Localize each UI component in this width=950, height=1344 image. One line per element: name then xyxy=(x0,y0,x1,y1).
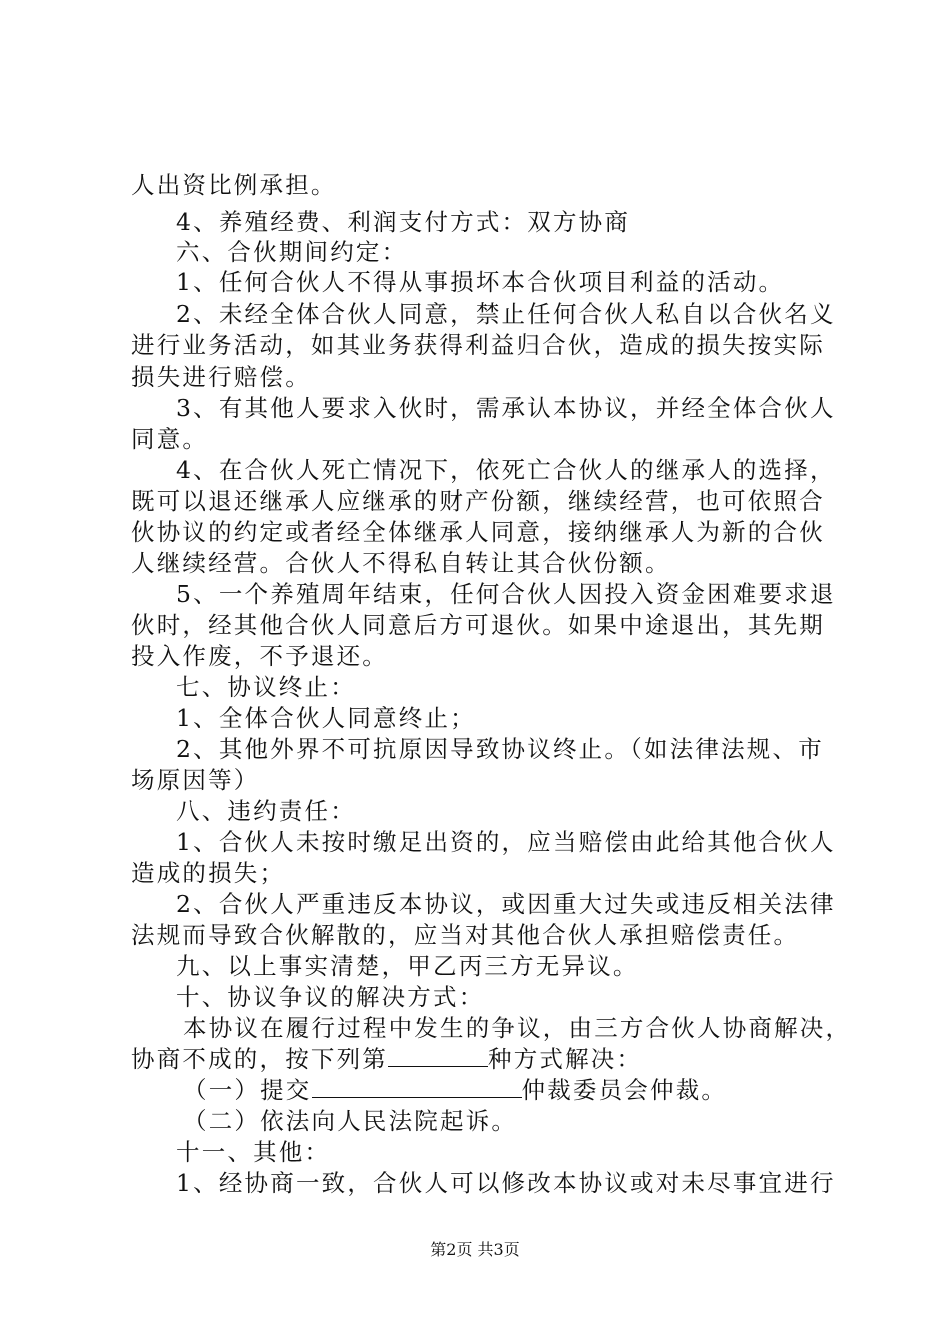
text-line-with-blank xyxy=(131,1043,642,1075)
text-line: 进行业务活动，如其业务获得利益归合伙，造成的损失按实际 xyxy=(131,331,825,359)
text-line: 人继续经营。合伙人不得私自转让其合伙份额。 xyxy=(131,549,671,577)
section-heading: 七、协议终止： xyxy=(176,673,356,701)
text-line: 5、一个养殖周年结束，任何合伙人因投入资金困难要求退 xyxy=(176,580,836,608)
text-line: 4、养殖经费、利润支付方式：双方协商 xyxy=(176,208,631,236)
text-segment: 协商不成的，按下列第 xyxy=(131,1045,388,1073)
text-line: 损失进行赔偿。 xyxy=(131,363,311,391)
section-heading: 十、协议争议的解决方式： xyxy=(176,983,485,1011)
text-line: 1、经协商一致，合伙人可以修改本协议或对未尽事宜进行 xyxy=(176,1169,836,1197)
text-segment: （一）提交 xyxy=(183,1076,312,1104)
text-line: 1、合伙人未按时缴足出资的，应当赔偿由此给其他合伙人 xyxy=(176,828,836,856)
text-line: （二）依法向人民法院起诉。 xyxy=(183,1107,518,1135)
text-line: 法规而导致合伙解散的，应当对其他合伙人承担赔偿责任。 xyxy=(131,921,800,949)
text-line-with-blank xyxy=(183,1074,727,1106)
text-line: 造成的损失； xyxy=(131,859,286,887)
text-line: 伙协议的约定或者经全体继承人同意，接纳继承人为新的合伙 xyxy=(131,518,825,546)
section-heading: 九、以上事实清楚，甲乙丙三方无异议。 xyxy=(176,952,639,980)
text-line: 人出资比例承担。 xyxy=(131,171,337,199)
text-line: 2、其他外界不可抗原因导致协议终止。（如法律法规、市 xyxy=(176,735,824,763)
section-heading: 八、违约责任： xyxy=(176,797,356,825)
text-line: 1、任何合伙人不得从事损坏本合伙项目利益的活动。 xyxy=(176,268,785,296)
section-heading: 六、合伙期间约定： xyxy=(176,238,408,266)
text-line: 3、有其他人要求入伙时，需承认本协议，并经全体合伙人 xyxy=(176,394,836,422)
text-segment: 仲裁委员会仲裁。 xyxy=(521,1076,728,1104)
text-line: 2、未经全体合伙人同意，禁止任何合伙人私自以合伙名义 xyxy=(176,300,836,328)
text-line: 同意。 xyxy=(131,425,209,453)
section-heading: 十一、其他： xyxy=(176,1138,331,1166)
text-line: 本协议在履行过程中发生的争议，由三方合伙人协商解决， xyxy=(183,1014,852,1042)
text-line: 既可以退还继承人应继承的财产份额，继续经营，也可依照合 xyxy=(131,487,825,515)
page-footer: 第2页 共3页 xyxy=(430,1240,520,1259)
text-segment: 种方式解决： xyxy=(488,1045,643,1073)
text-line: 伙时，经其他合伙人同意后方可退伙。如果中途退出，其先期 xyxy=(131,611,825,639)
text-line: 投入作废，不予退还。 xyxy=(131,642,388,670)
text-line: 1、全体合伙人同意终止； xyxy=(176,704,476,732)
text-line: 2、合伙人严重违反本协议，或因重大过失或违反相关法律 xyxy=(176,890,836,918)
text-line: 场原因等） xyxy=(131,766,260,794)
text-line: 4、在合伙人死亡情况下，依死亡合伙人的继承人的选择， xyxy=(176,456,836,484)
fill-in-blank[interactable] xyxy=(312,1075,522,1098)
fill-in-blank[interactable] xyxy=(388,1044,488,1067)
